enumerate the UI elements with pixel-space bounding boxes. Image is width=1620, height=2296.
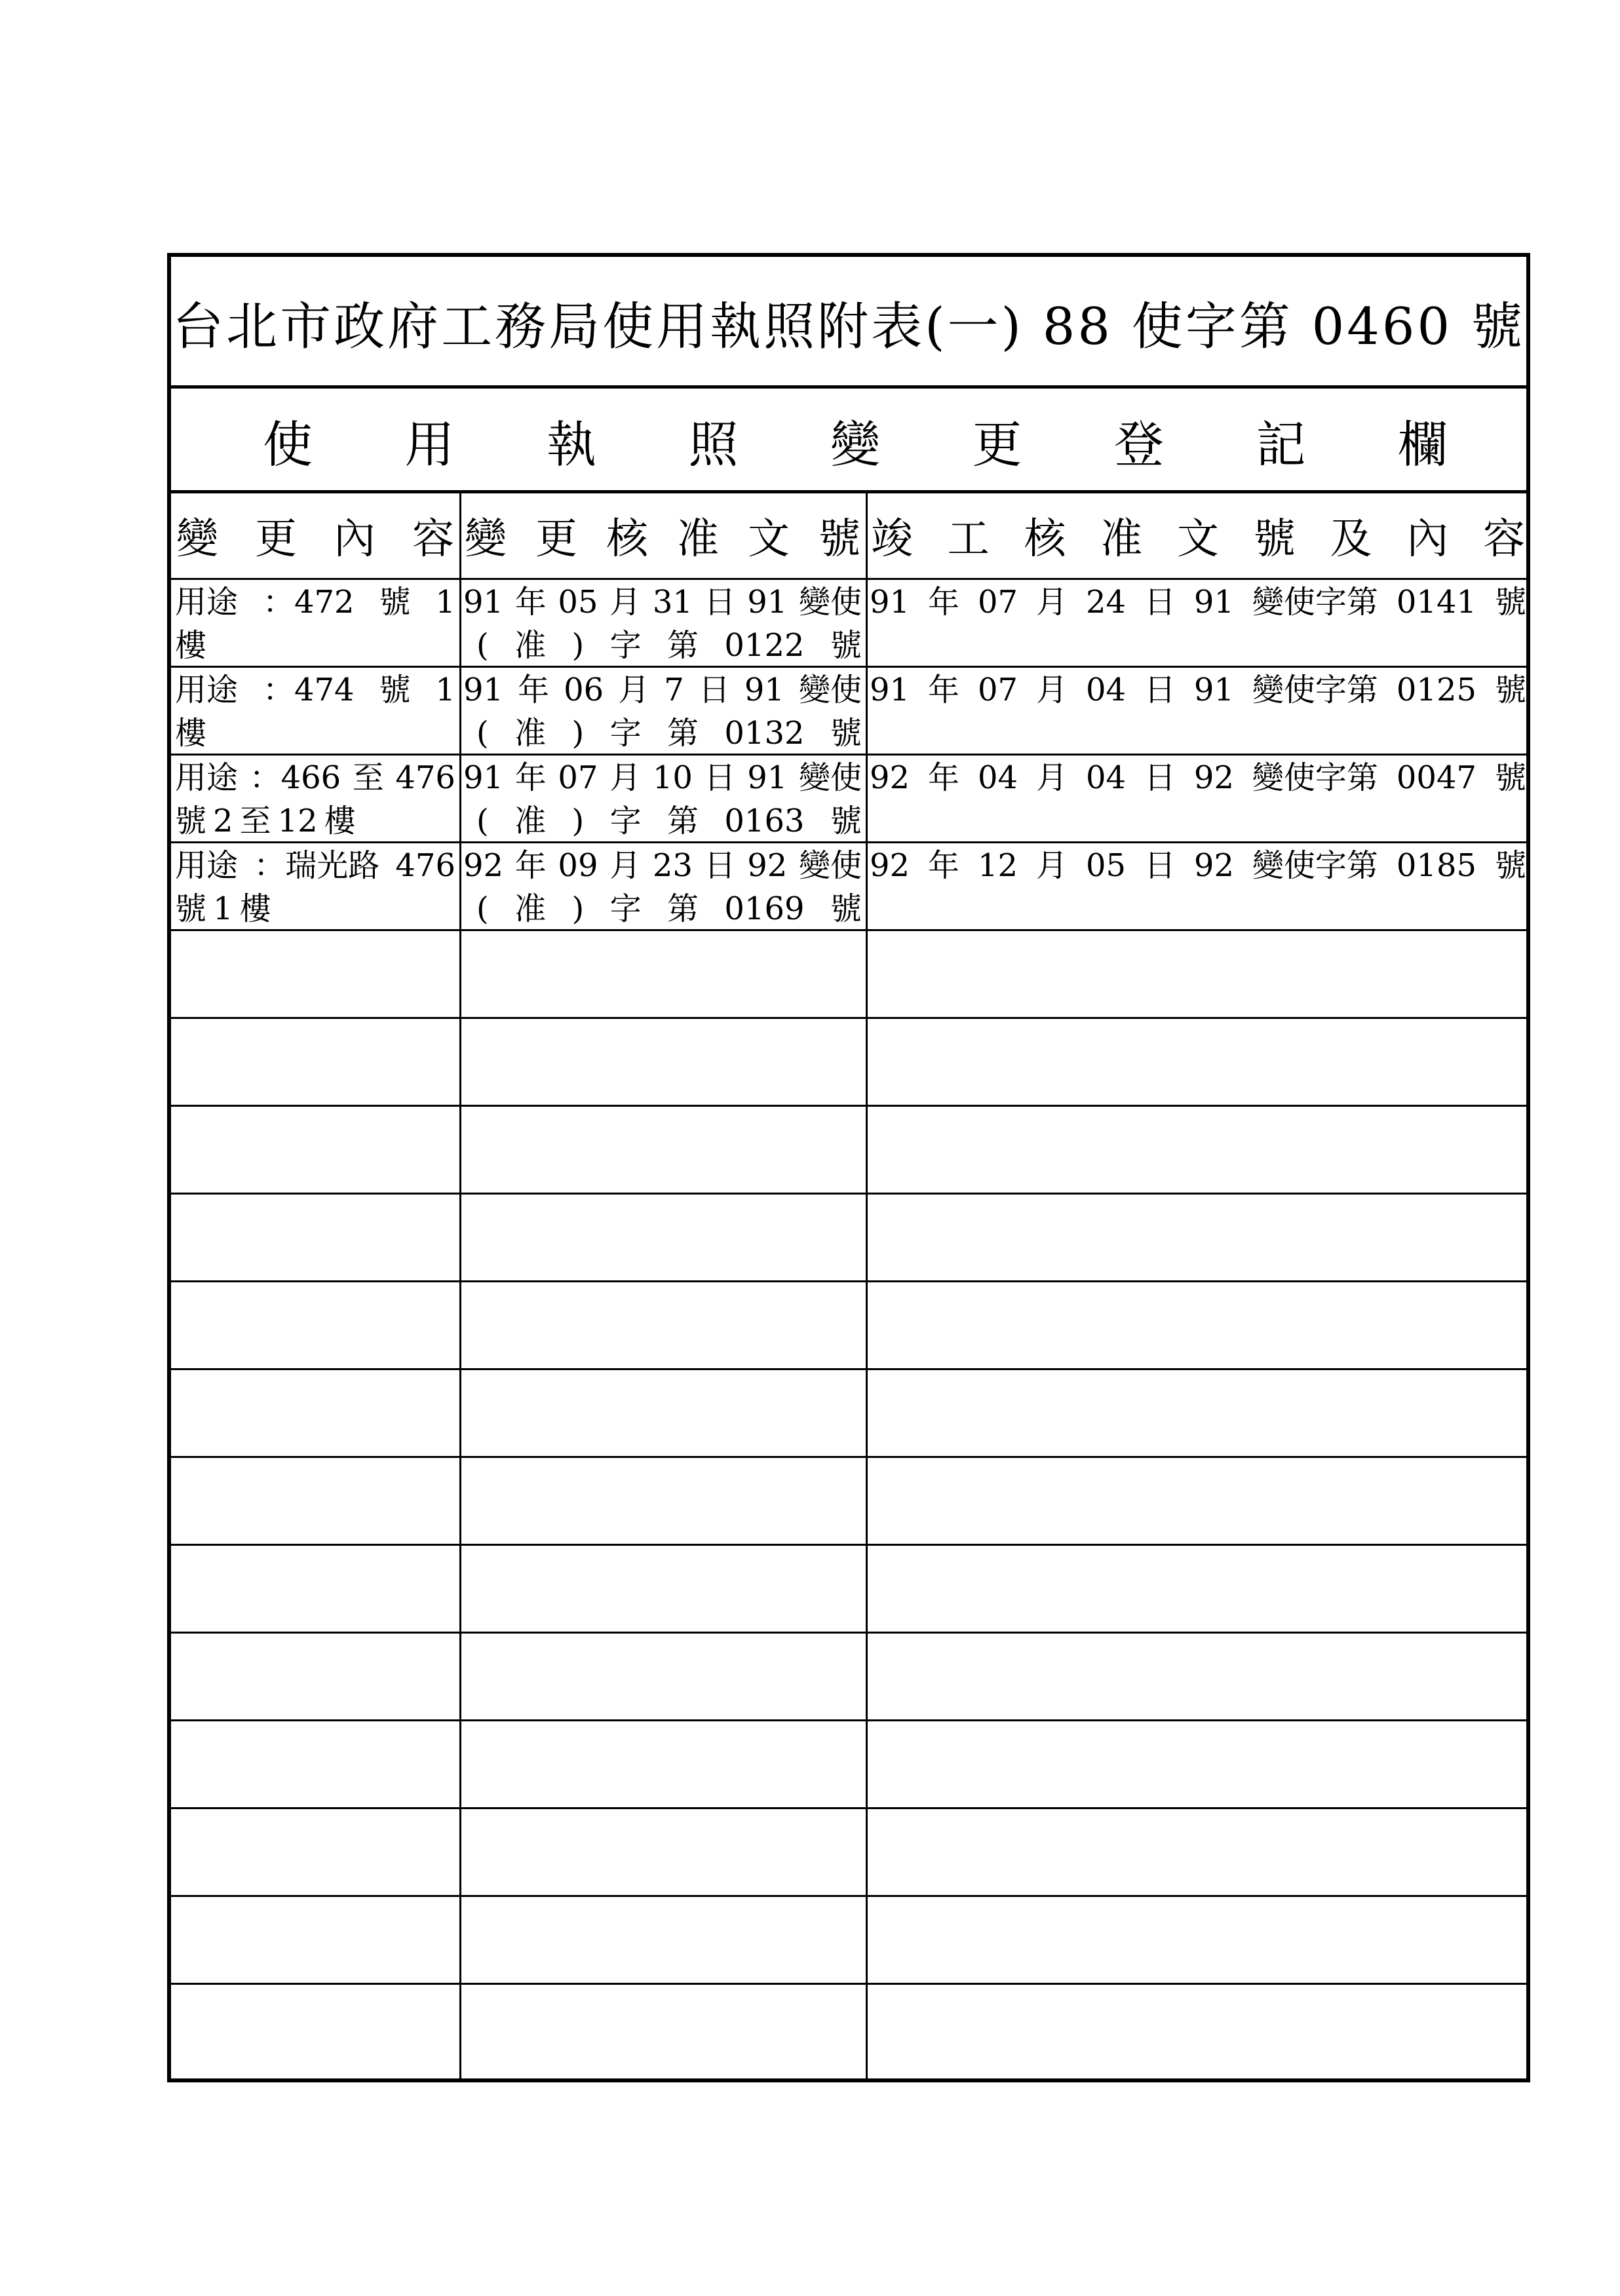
text-3: 1 xyxy=(435,672,455,708)
text-0: 號 xyxy=(175,803,207,839)
text-1: ：瑞光路 xyxy=(254,847,380,884)
text-6: 92 xyxy=(1193,759,1234,796)
cell-line xyxy=(175,668,455,712)
header-char-3: 准 xyxy=(677,515,719,564)
cell-line xyxy=(463,844,862,887)
text-1: 1 xyxy=(213,890,233,927)
cell-line xyxy=(870,581,1526,624)
cell-line xyxy=(463,799,862,840)
section-char-0: 使 xyxy=(263,415,313,474)
empty-row-divider xyxy=(171,1105,1526,1107)
row-1-completion xyxy=(866,667,1530,752)
section-char-6: 登 xyxy=(1114,415,1164,474)
text-1: 年 xyxy=(928,584,960,621)
text-9: 號 xyxy=(1494,672,1526,708)
text-6: 91 xyxy=(744,672,784,708)
text-6: 號 xyxy=(830,890,862,927)
document-title: 台北市政府工務局使用執照附表(一) 88 使字第 0460 號 xyxy=(172,297,1525,356)
header-char-4: 文 xyxy=(748,515,790,564)
text-5: 日 xyxy=(1144,847,1176,884)
text-0: 用途 xyxy=(175,672,239,708)
empty-row-divider xyxy=(171,1368,1526,1370)
text-3: 月 xyxy=(1035,759,1068,796)
text-6: 91 xyxy=(1193,584,1234,621)
cell-line xyxy=(175,844,455,887)
text-2: 樓 xyxy=(239,890,271,927)
text-1: 准 xyxy=(514,627,547,664)
header-char-5: 號 xyxy=(1253,515,1296,564)
text-0: 樓 xyxy=(175,627,207,664)
row-2-change-content xyxy=(171,755,459,840)
empty-row-divider xyxy=(171,1456,1526,1458)
text-7: 變使字第 xyxy=(1252,847,1378,884)
section-char-4: 變 xyxy=(830,415,880,474)
section-char-5: 更 xyxy=(972,415,1022,474)
text-3: 月 xyxy=(1035,847,1068,884)
header-char-3: 准 xyxy=(1100,515,1143,564)
text-3: 字 xyxy=(609,890,642,927)
text-1: 准 xyxy=(514,803,547,839)
text-6: 92 xyxy=(747,847,788,884)
empty-row-divider xyxy=(171,1719,1526,1721)
cell-line xyxy=(175,581,455,624)
text-5: 0163 xyxy=(724,803,805,839)
text-0: ( xyxy=(476,803,489,839)
text-8: 0125 xyxy=(1396,672,1477,708)
text-2: ) xyxy=(571,627,585,664)
text-2: 06 xyxy=(564,672,604,708)
text-1: ：472 xyxy=(262,584,355,621)
text-1: 年 xyxy=(514,759,547,796)
text-7: 變使字第 xyxy=(1252,584,1378,621)
row-0-completion xyxy=(866,579,1530,664)
row-3-change-content xyxy=(171,843,459,928)
cell-line xyxy=(463,756,862,799)
header-char-3: 容 xyxy=(412,515,454,564)
text-2: 07 xyxy=(977,584,1018,621)
text-2: 09 xyxy=(558,847,598,884)
text-1: 准 xyxy=(514,715,547,752)
cell-line xyxy=(870,756,1526,799)
text-8: 0185 xyxy=(1396,847,1477,884)
text-2: ) xyxy=(571,715,585,752)
header-char-8: 容 xyxy=(1483,515,1525,564)
text-4: 第 xyxy=(667,890,699,927)
text-2: 04 xyxy=(977,759,1018,796)
text-1: ：466 xyxy=(249,759,341,796)
cell-line xyxy=(175,712,455,752)
text-2: 至 xyxy=(239,803,271,839)
row-1-change-content xyxy=(171,667,459,752)
text-5: 日 xyxy=(1144,759,1176,796)
text-7: 變使 xyxy=(798,672,862,708)
text-3: 月 xyxy=(609,759,642,796)
text-2: 號 xyxy=(379,672,411,708)
text-6: 91 xyxy=(1193,672,1234,708)
cell-line xyxy=(463,712,862,752)
empty-row-divider xyxy=(171,1895,1526,1897)
text-6: 91 xyxy=(747,584,788,621)
section-char-1: 用 xyxy=(404,415,455,474)
text-4: 7 xyxy=(664,672,684,708)
text-9: 號 xyxy=(1494,759,1526,796)
section-char-2: 執 xyxy=(547,415,596,474)
text-0: 92 xyxy=(463,847,504,884)
text-0: 91 xyxy=(463,759,504,796)
text-5: 日 xyxy=(704,847,736,884)
cell-line xyxy=(870,668,1526,712)
text-7: 變使字第 xyxy=(1252,672,1378,708)
text-6: 號 xyxy=(830,627,862,664)
header-char-6: 及 xyxy=(1330,515,1372,564)
text-4: 05 xyxy=(1085,847,1127,884)
text-5: 0122 xyxy=(724,627,805,664)
text-1: 年 xyxy=(928,759,960,796)
header-char-7: 內 xyxy=(1406,515,1449,564)
cell-line xyxy=(175,756,455,799)
text-4: 04 xyxy=(1085,759,1127,796)
text-4: 第 xyxy=(667,627,699,664)
text-0: 用途 xyxy=(175,759,239,796)
text-8: 0047 xyxy=(1396,759,1477,796)
text-3: 月 xyxy=(609,847,642,884)
text-3: 12 xyxy=(277,803,318,839)
text-2: 07 xyxy=(558,759,598,796)
header-approval-number xyxy=(459,493,866,578)
text-4: 23 xyxy=(652,847,693,884)
empty-row-divider xyxy=(171,1807,1526,1809)
text-1: 年 xyxy=(514,847,547,884)
text-8: 0141 xyxy=(1396,584,1477,621)
text-6: 號 xyxy=(830,803,862,839)
text-5: 日 xyxy=(1144,584,1176,621)
row-2-approval-number xyxy=(459,755,866,840)
header-char-0: 變 xyxy=(465,515,507,564)
row-divider xyxy=(171,929,1526,931)
text-2: ) xyxy=(571,803,585,839)
header-char-5: 號 xyxy=(819,515,860,564)
text-0: 91 xyxy=(463,672,504,708)
text-4: 31 xyxy=(652,584,693,621)
header-char-2: 核 xyxy=(606,515,648,564)
license-table-frame xyxy=(167,253,1530,2082)
text-6: 92 xyxy=(1193,847,1234,884)
header-change-content xyxy=(171,493,459,578)
cell-line xyxy=(463,887,862,928)
text-1: 年 xyxy=(514,584,547,621)
text-3: 月 xyxy=(609,584,642,621)
text-0: 92 xyxy=(870,759,910,796)
text-4: 10 xyxy=(652,759,693,796)
text-5: 0132 xyxy=(724,715,805,752)
text-0: 樓 xyxy=(175,715,207,752)
text-5: 日 xyxy=(698,672,730,708)
text-3: 月 xyxy=(1035,672,1068,708)
header-char-2: 核 xyxy=(1024,515,1066,564)
text-4: 第 xyxy=(667,715,699,752)
text-5: 0169 xyxy=(724,890,805,927)
empty-row-divider xyxy=(171,1193,1526,1195)
row-3-completion xyxy=(866,843,1530,928)
row-0-change-content xyxy=(171,579,459,664)
text-2: 至 xyxy=(352,759,384,796)
cell-line xyxy=(870,844,1526,887)
text-0: 號 xyxy=(175,890,207,927)
text-7: 變使 xyxy=(798,759,862,796)
text-1: 准 xyxy=(514,890,547,927)
text-2: 05 xyxy=(558,584,598,621)
text-1: 年 xyxy=(928,672,960,708)
text-3: 1 xyxy=(435,584,455,621)
text-1: ：474 xyxy=(262,672,355,708)
empty-row-divider xyxy=(171,1280,1526,1282)
empty-row-divider xyxy=(171,1017,1526,1019)
text-6: 91 xyxy=(747,759,788,796)
text-3: 字 xyxy=(609,627,642,664)
text-5: 日 xyxy=(1144,672,1176,708)
text-0: 91 xyxy=(870,672,910,708)
empty-row-divider xyxy=(171,1632,1526,1634)
text-3: 476 xyxy=(395,759,455,796)
text-2: 12 xyxy=(977,847,1018,884)
text-7: 變使 xyxy=(798,584,862,621)
text-0: ( xyxy=(476,627,489,664)
text-1: 年 xyxy=(928,847,960,884)
text-0: 91 xyxy=(870,584,910,621)
empty-row-divider xyxy=(171,1983,1526,1985)
header-char-1: 工 xyxy=(947,515,990,564)
text-0: ( xyxy=(476,715,489,752)
row-3-approval-number xyxy=(459,843,866,928)
text-9: 號 xyxy=(1494,847,1526,884)
section-char-7: 記 xyxy=(1256,415,1306,474)
cell-line xyxy=(175,799,455,840)
text-1: 2 xyxy=(213,803,233,839)
text-7: 變使 xyxy=(798,847,862,884)
text-6: 號 xyxy=(830,715,862,752)
section-char-8: 欄 xyxy=(1398,415,1448,474)
row-1-approval-number xyxy=(459,667,866,752)
text-4: 樓 xyxy=(324,803,356,839)
header-char-2: 內 xyxy=(334,515,376,564)
header-char-4: 文 xyxy=(1177,515,1219,564)
text-0: ( xyxy=(476,890,489,927)
text-2: ) xyxy=(571,890,585,927)
text-9: 號 xyxy=(1494,584,1526,621)
text-4: 第 xyxy=(667,803,699,839)
text-4: 04 xyxy=(1085,672,1127,708)
header-char-0: 變 xyxy=(176,515,218,564)
text-0: 91 xyxy=(463,584,504,621)
header-completion-details xyxy=(866,493,1530,578)
text-7: 變使字第 xyxy=(1252,759,1378,796)
row-2-completion xyxy=(866,755,1530,840)
text-3: 字 xyxy=(609,803,642,839)
header-char-0: 竣 xyxy=(871,515,913,564)
header-char-1: 更 xyxy=(255,515,297,564)
empty-row-divider xyxy=(171,1544,1526,1546)
text-0: 92 xyxy=(870,847,910,884)
cell-line xyxy=(463,624,862,664)
text-5: 日 xyxy=(704,584,736,621)
text-3: 字 xyxy=(609,715,642,752)
text-5: 日 xyxy=(704,759,736,796)
text-2: 號 xyxy=(379,584,411,621)
cell-line xyxy=(463,668,862,712)
cell-line xyxy=(463,581,862,624)
text-4: 24 xyxy=(1085,584,1127,621)
header-char-1: 更 xyxy=(535,515,577,564)
row-0-approval-number xyxy=(459,579,866,664)
text-2: 476 xyxy=(395,847,455,884)
text-0: 用途 xyxy=(175,847,239,884)
text-0: 用途 xyxy=(175,584,239,621)
section-title xyxy=(171,388,1526,493)
text-3: 月 xyxy=(1035,584,1068,621)
section-char-3: 照 xyxy=(688,415,739,474)
text-3: 月 xyxy=(618,672,650,708)
cell-line xyxy=(175,887,455,928)
cell-line xyxy=(175,624,455,664)
text-1: 年 xyxy=(518,672,550,708)
text-2: 07 xyxy=(977,672,1018,708)
